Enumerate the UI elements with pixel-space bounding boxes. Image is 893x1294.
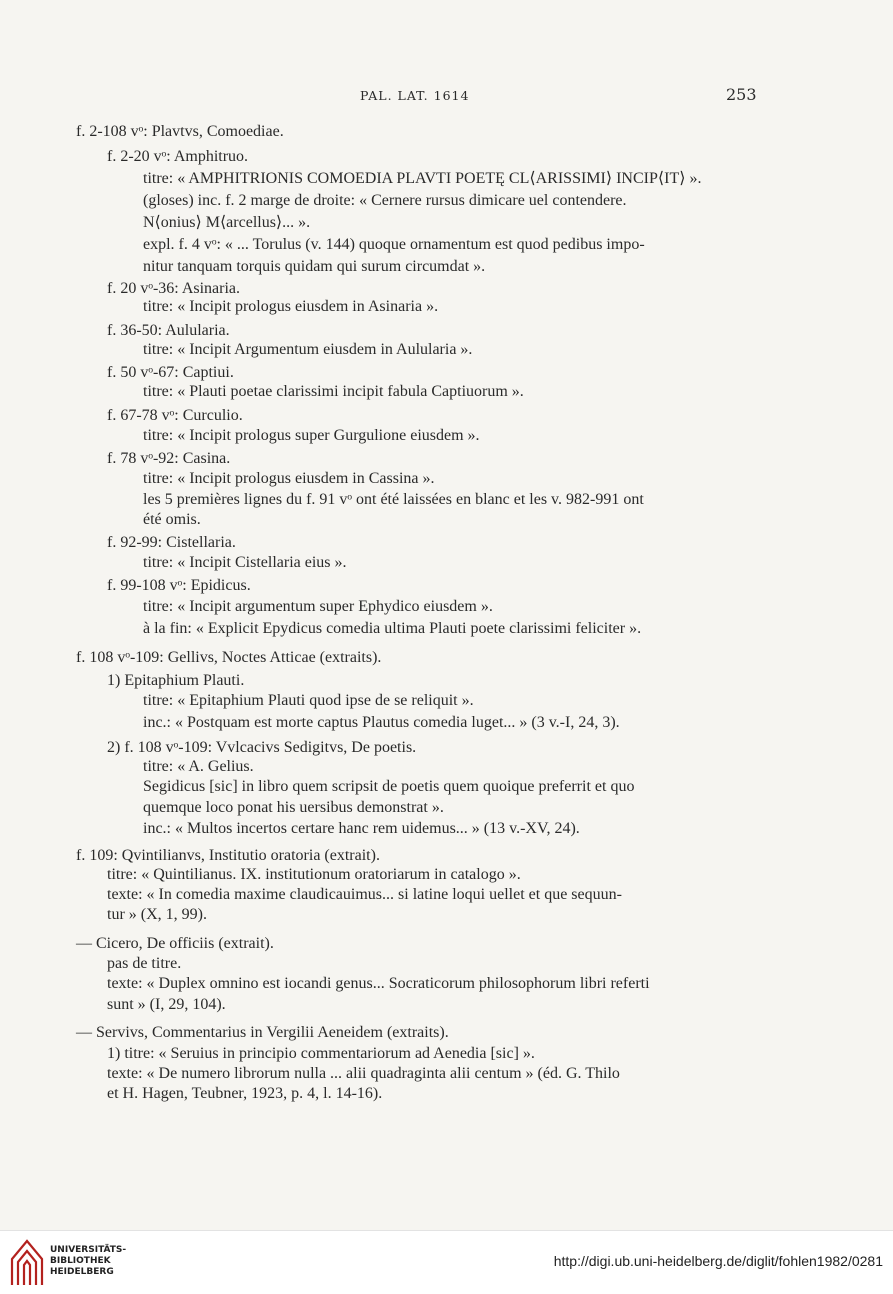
text-line: 2) f. 108 vᵒ-109: Vvlcacivs Sedigitvs, De poetis. (107, 739, 417, 756)
text-line: f. 2-108 vᵒ: Plavtvs, Comoediae. (76, 123, 284, 140)
text-line: (gloses) inc. f. 2 marge de droite: « Cernere rursus dimicare uel contendere. (143, 192, 627, 209)
text-line: inc.: « Multos incertos certare hanc rem uidemus... » (13 v.-XV, 24). (143, 820, 580, 837)
text-line: tur » (X, 1, 99). (107, 906, 207, 923)
logo-line: BIBLIOTHEK (50, 1256, 111, 1266)
text-line: sunt » (I, 29, 104). (107, 996, 226, 1013)
text-line: texte: « De numero librorum nulla ... alii quadraginta alii centum » (éd. G. Thilo (107, 1065, 620, 1082)
text-line: f. 78 vᵒ-92: Casina. (107, 450, 231, 467)
text-line: f. 92-99: Cistellaria. (107, 534, 236, 551)
running-title: PAL. LAT. 1614 (360, 88, 470, 103)
text-line: à la fin: « Explicit Epydicus comedia ultima Plauti poete clarissimi feliciter ». (143, 620, 642, 637)
text-line: titre: « Epitaphium Plauti quod ipse de se reliquit ». (143, 692, 474, 709)
text-line: N⟨onius⟩ M⟨arcellus⟩... ». (143, 214, 311, 231)
text-line: titre: « Incipit prologus eiusdem in Asinaria ». (143, 298, 439, 315)
permalink-url[interactable]: http://digi.ub.uni-heidelberg.de/diglit/fohlen1982/0281 (553, 1253, 883, 1269)
text-line: titre: « Incipit prologus eiusdem in Cassina ». (143, 470, 435, 487)
text-line: pas de titre. (107, 955, 182, 972)
text-line: f. 50 vᵒ-67: Captiui. (107, 364, 234, 381)
text-line: — Cicero, De officiis (extrait). (76, 935, 274, 952)
text-line: f. 67-78 vᵒ: Curculio. (107, 407, 243, 424)
logo-line: HEIDELBERG (50, 1267, 114, 1277)
text-line: f. 99-108 vᵒ: Epidicus. (107, 577, 251, 594)
text-line: titre: « Incipit argumentum super Ephydico eiusdem ». (143, 598, 493, 615)
text-line: f. 2-20 vᵒ: Amphitruo. (107, 148, 249, 165)
text-line: titre: « AMPHITRIONIS COMOEDIA PLAVTI POETĘ CL⟨ARISSIMI⟩ INCIP⟨IT⟩ ». (143, 170, 702, 187)
text-line: titre: « A. Gelius. (143, 758, 254, 775)
text-line: texte: « In comedia maxime claudicauimus... si latine loqui uellet et que sequun- (107, 886, 622, 903)
text-line: nitur tanquam torquis quidam qui surum circumdat ». (143, 258, 486, 275)
logo-line: UNIVERSITÄTS- (50, 1245, 127, 1255)
footer-bar (0, 1230, 893, 1294)
text-line: f. 108 vᵒ-109: Gellivs, Noctes Atticae (extraits). (76, 649, 382, 666)
text-line: 1) Epitaphium Plauti. (107, 672, 245, 689)
library-logo-icon (10, 1237, 44, 1287)
text-line: Segidicus [sic] in libro quem scripsit de poetis quem quoique preferrit et quo (143, 778, 635, 795)
text-line: texte: « Duplex omnino est iocandi genus... Socraticorum philosophorum libri referti (107, 975, 650, 992)
text-line: et H. Hagen, Teubner, 1923, p. 4, l. 14-16). (107, 1085, 383, 1102)
text-line: expl. f. 4 vᵒ: « ... Torulus (v. 144) quoque ornamentum est quod pedibus impo- (143, 236, 645, 253)
text-line: titre: « Incipit Cistellaria eius ». (143, 554, 347, 571)
text-line: titre: « Quintilianus. IX. institutionum oratoriarum in catalogo ». (107, 866, 521, 883)
text-line: — Servivs, Commentarius in Vergilii Aeneidem (extraits). (76, 1024, 449, 1041)
library-logo-text (50, 1245, 126, 1278)
text-line: inc.: « Postquam est morte captus Plautus comedia luget... » (3 v.-I, 24, 3). (143, 714, 620, 731)
text-line: les 5 premières lignes du f. 91 vᵒ ont été laissées en blanc et les v. 982-991 ont (143, 491, 644, 508)
page-number: 253 (726, 85, 757, 104)
text-line: f. 20 vᵒ-36: Asinaria. (107, 280, 241, 297)
text-line: f. 36-50: Aulularia. (107, 322, 230, 339)
text-line: titre: « Incipit Argumentum eiusdem in Aulularia ». (143, 341, 473, 358)
text-line: 1) titre: « Seruius in principio commentariorum ad Aenedia [sic] ». (107, 1045, 535, 1062)
text-line: titre: « Incipit prologus super Gurgulione eiusdem ». (143, 427, 480, 444)
text-line: été omis. (143, 511, 201, 528)
text-line: quemque loco ponat his uersibus demonstrat ». (143, 799, 444, 816)
text-line: f. 109: Qvintilianvs, Institutio oratoria (extrait). (76, 847, 380, 864)
text-line: titre: « Plauti poetae clarissimi incipit fabula Captiuorum ». (143, 383, 524, 400)
